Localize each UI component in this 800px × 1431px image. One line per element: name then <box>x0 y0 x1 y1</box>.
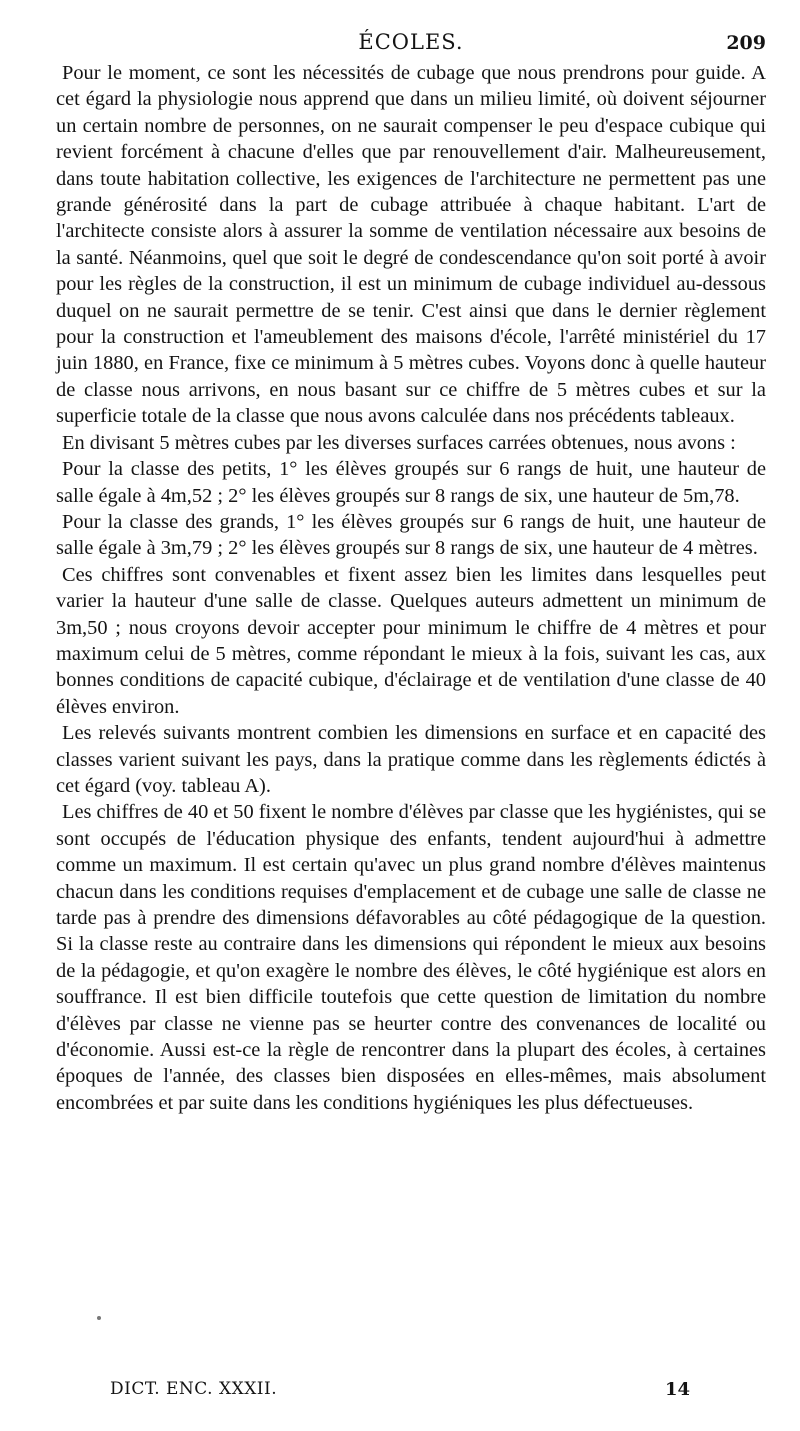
running-head <box>56 30 766 60</box>
paragraph-nombre-eleves: Les chiffres de 40 et 50 fixent le nombre d'élèves par classe que les hygiénistes, qui se sont occupés de l'éducation physique des enfants, tendent aujourd'hui à admettre comme un maximum. Il est certain qu'avec un plus grand nombre d'élèves maintenus chacun dans les conditions requises d'emplacement et de cubage une salle de classe ne tarde pas à prendre des dimensions défavorables au côté pédagogique de la question. Si la classe reste au contraire dans les dimensions qui répondent le mieux aux besoins de la pédagogie, et qu'on exagère le nombre des élèves, le côté hygiénique est alors en souffrance. Il est bien difficile toutefois que cette question de limitation du nombre d'élèves par classe ne vienne pas se heurter contre des convenances de localité ou d'économie. Aussi est-ce la règle de rencontrer dans la plupart des écoles, à certaines époques de l'année, des classes bien disposées en elles-mêmes, mais absolument encombrées et par suite dans les conditions hygiéniques les plus défectueuses. <box>56 801 766 1114</box>
signature-mark: DICT. ENC. XXXII. <box>110 1379 278 1399</box>
body-text <box>56 60 766 1116</box>
paragraph-cubage: Pour le moment, ce sont les nécessités de cubage que nous prendrons pour guide. A cet égard la physiologie nous apprend que dans un milieu limité, où doivent séjourner un certain nombre de personnes, on ne saurait compenser le peu d'espace cubique qui revient forcément à chacune d'elles que par renouvellement d'air. Malheureusement, dans toute habitation collective, les exigences de l'architecture ne permettent pas une grande générosité dans la part de cubage attribuée à chaque habitant. L'art de l'architecte consiste alors à assurer la somme de ventilation nécessaire aux besoins de la santé. Néanmoins, quel que soit le degré de condescendance qu'on soit porté à avoir pour les règles de la construction, il est un minimum de cubage individuel au-dessous duquel on ne saurait permettre de se tenir. C'est ainsi que dans le dernier règlement pour la construction et l'ameublement des maisons d'école, l'arrêté ministériel du 17 juin 1880, en France, fixe ce minimum à 5 mètres cubes. Voyons donc à quelle hauteur de classe nous arrivons, en nous basant sur ce chiffre de 5 mètres cubes et sur la superficie totale de la classe que nous avons calculée dans nos précédents tableaux. <box>56 62 766 428</box>
footer <box>110 1379 690 1409</box>
sheet-number: 14 <box>664 1379 690 1400</box>
stray-mark <box>97 1316 101 1320</box>
page-number: 209 <box>726 32 766 54</box>
paragraph-petits: Pour la classe des petits, 1° les élèves groupés sur 6 rangs de huit, une hauteur de salle égale à 4m,52 ; 2° les élèves groupés sur 8 rangs de six, une hauteur de 5m,78. <box>56 458 766 507</box>
paragraph-grands: Pour la classe des grands, 1° les élèves groupés sur 6 rangs de huit, une hauteur de salle égale à 3m,79 ; 2° les élèves groupés sur 8 rangs de six, une hauteur de 4 mètres. <box>56 510 766 560</box>
running-title: ÉCOLES. <box>358 30 464 54</box>
paragraph-releves: Les relevés suivants montrent combien les dimensions en surface et en capacité des classes varient suivant les pays, dans la pratique comme dans les règlements édictés à cet égard (voy. tableau A). <box>56 722 766 797</box>
page <box>56 30 766 1116</box>
paragraph-division: En divisant 5 mètres cubes par les diverses surfaces carrées obtenues, nous avons : <box>62 431 736 454</box>
paragraph-limites: Ces chiffres sont convenables et fixent assez bien les limites dans lesquelles peut varier la hauteur d'une salle de classe. Quelques auteurs admettent un minimum de 3m,50 ; nous croyons devoir accepter pour minimum le chiffre de 4 mètres et pour maximum celui de 5 mètres, comme répondant le mieux à la fois, suivant les cas, aux bonnes conditions de capacité cubique, d'éclairage et de ventilation d'une classe de 40 élèves environ. <box>56 563 766 718</box>
